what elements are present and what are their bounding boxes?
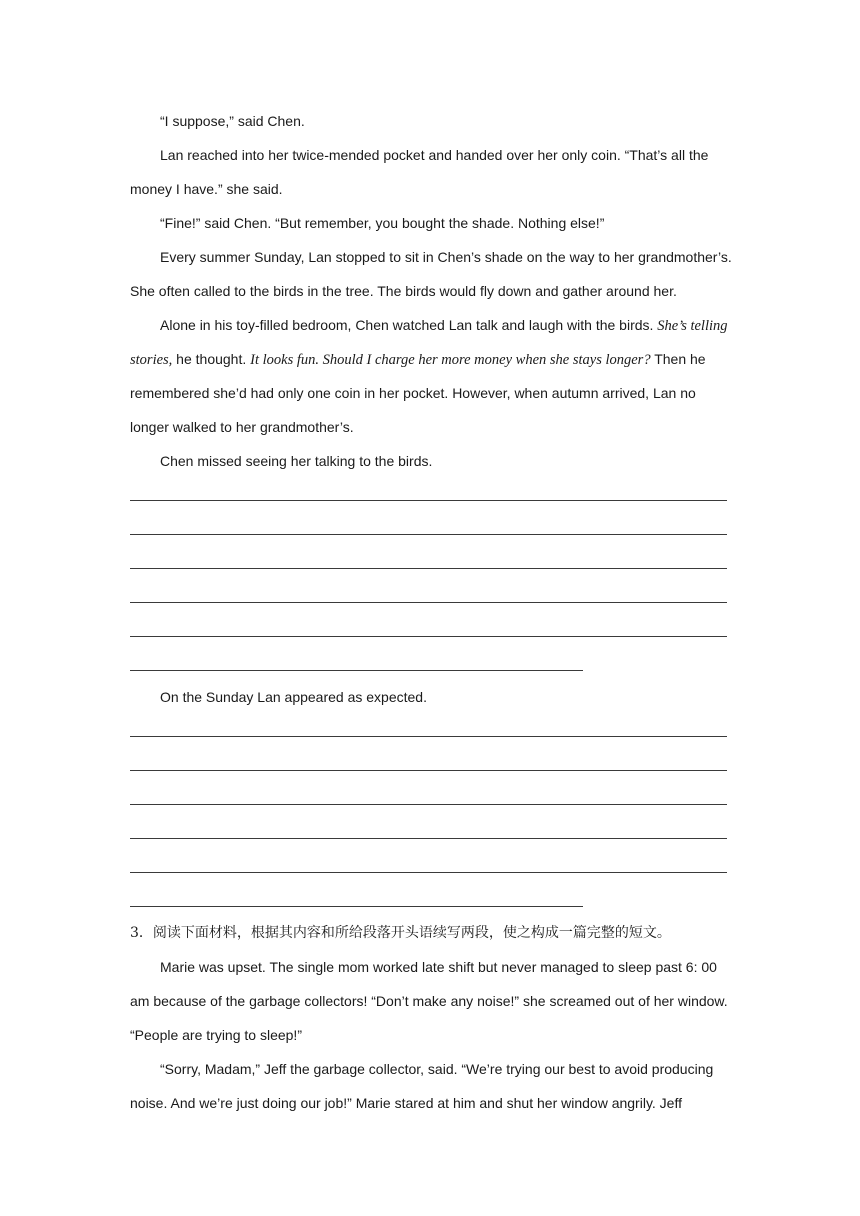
continuation-prompt-2: On the Sunday Lan appeared as expected. xyxy=(160,689,427,705)
answer-line xyxy=(130,838,727,839)
answer-line xyxy=(130,906,583,907)
paragraph-5-italic-thought: It looks fun. Should I charge her more money when she stays longer? xyxy=(250,352,651,368)
paragraph-5-text: he thought. xyxy=(172,351,251,367)
story-paragraph-4-line-2: She often called to the birds in the tree. The birds would fly down and gather around her. xyxy=(130,283,677,299)
q3-paragraph-1-line-2: am because of the garbage collectors! “Don’t make any noise!” she screamed out of her window. xyxy=(130,993,728,1009)
story-paragraph-3: “Fine!” said Chen. “But remember, you bought the shade. Nothing else!” xyxy=(160,215,605,231)
q3-paragraph-1-line-3: “People are trying to sleep!” xyxy=(130,1027,302,1043)
q3-paragraph-2-line-1: “Sorry, Madam,” Jeff the garbage collector, said. “We’re trying our best to avoid producing xyxy=(160,1061,714,1077)
answer-line xyxy=(130,636,727,637)
answer-line xyxy=(130,804,727,805)
answer-line xyxy=(130,670,583,671)
answer-line xyxy=(130,602,727,603)
q3-paragraph-2-line-2: noise. And we’re just doing our job!” Marie stared at him and shut her window angrily. Jeff xyxy=(130,1095,682,1111)
story-paragraph-5-line-3: remembered she’d had only one coin in her pocket. However, when autumn arrived, Lan no xyxy=(130,385,696,401)
paragraph-5-text: Alone in his toy-filled bedroom, Chen watched Lan talk and laugh with the birds. xyxy=(160,317,658,333)
question-3-heading: 3．阅读下面材料，根据其内容和所给段落开头语续写两段，使之构成一篇完整的短文。 xyxy=(130,925,671,941)
answer-line xyxy=(130,534,727,535)
story-paragraph-5-line-2 xyxy=(130,350,730,369)
story-paragraph-5-line-1 xyxy=(160,316,760,335)
story-paragraph-2-line-2: money I have.” she said. xyxy=(130,181,283,197)
story-paragraph-2-line-1: Lan reached into her twice-mended pocket and handed over her only coin. “That’s all the xyxy=(160,147,709,163)
paragraph-5-text: Then he xyxy=(650,351,706,367)
paragraph-5-italic-thought: stories, xyxy=(130,352,173,368)
story-paragraph-1: “I suppose,” said Chen. xyxy=(160,113,305,129)
story-paragraph-5-line-4: longer walked to her grandmother’s. xyxy=(130,419,354,435)
answer-line xyxy=(130,500,727,501)
answer-line xyxy=(130,736,727,737)
answer-line xyxy=(130,770,727,771)
answer-line xyxy=(130,568,727,569)
paragraph-5-italic-thought: She’s telling xyxy=(657,318,728,334)
story-paragraph-4-line-1: Every summer Sunday, Lan stopped to sit in Chen’s shade on the way to her grandmother’s. xyxy=(160,249,732,265)
q3-paragraph-1-line-1: Marie was upset. The single mom worked late shift but never managed to sleep past 6: 00 xyxy=(160,959,717,975)
continuation-prompt-1: Chen missed seeing her talking to the birds. xyxy=(160,453,433,469)
answer-line xyxy=(130,872,727,873)
